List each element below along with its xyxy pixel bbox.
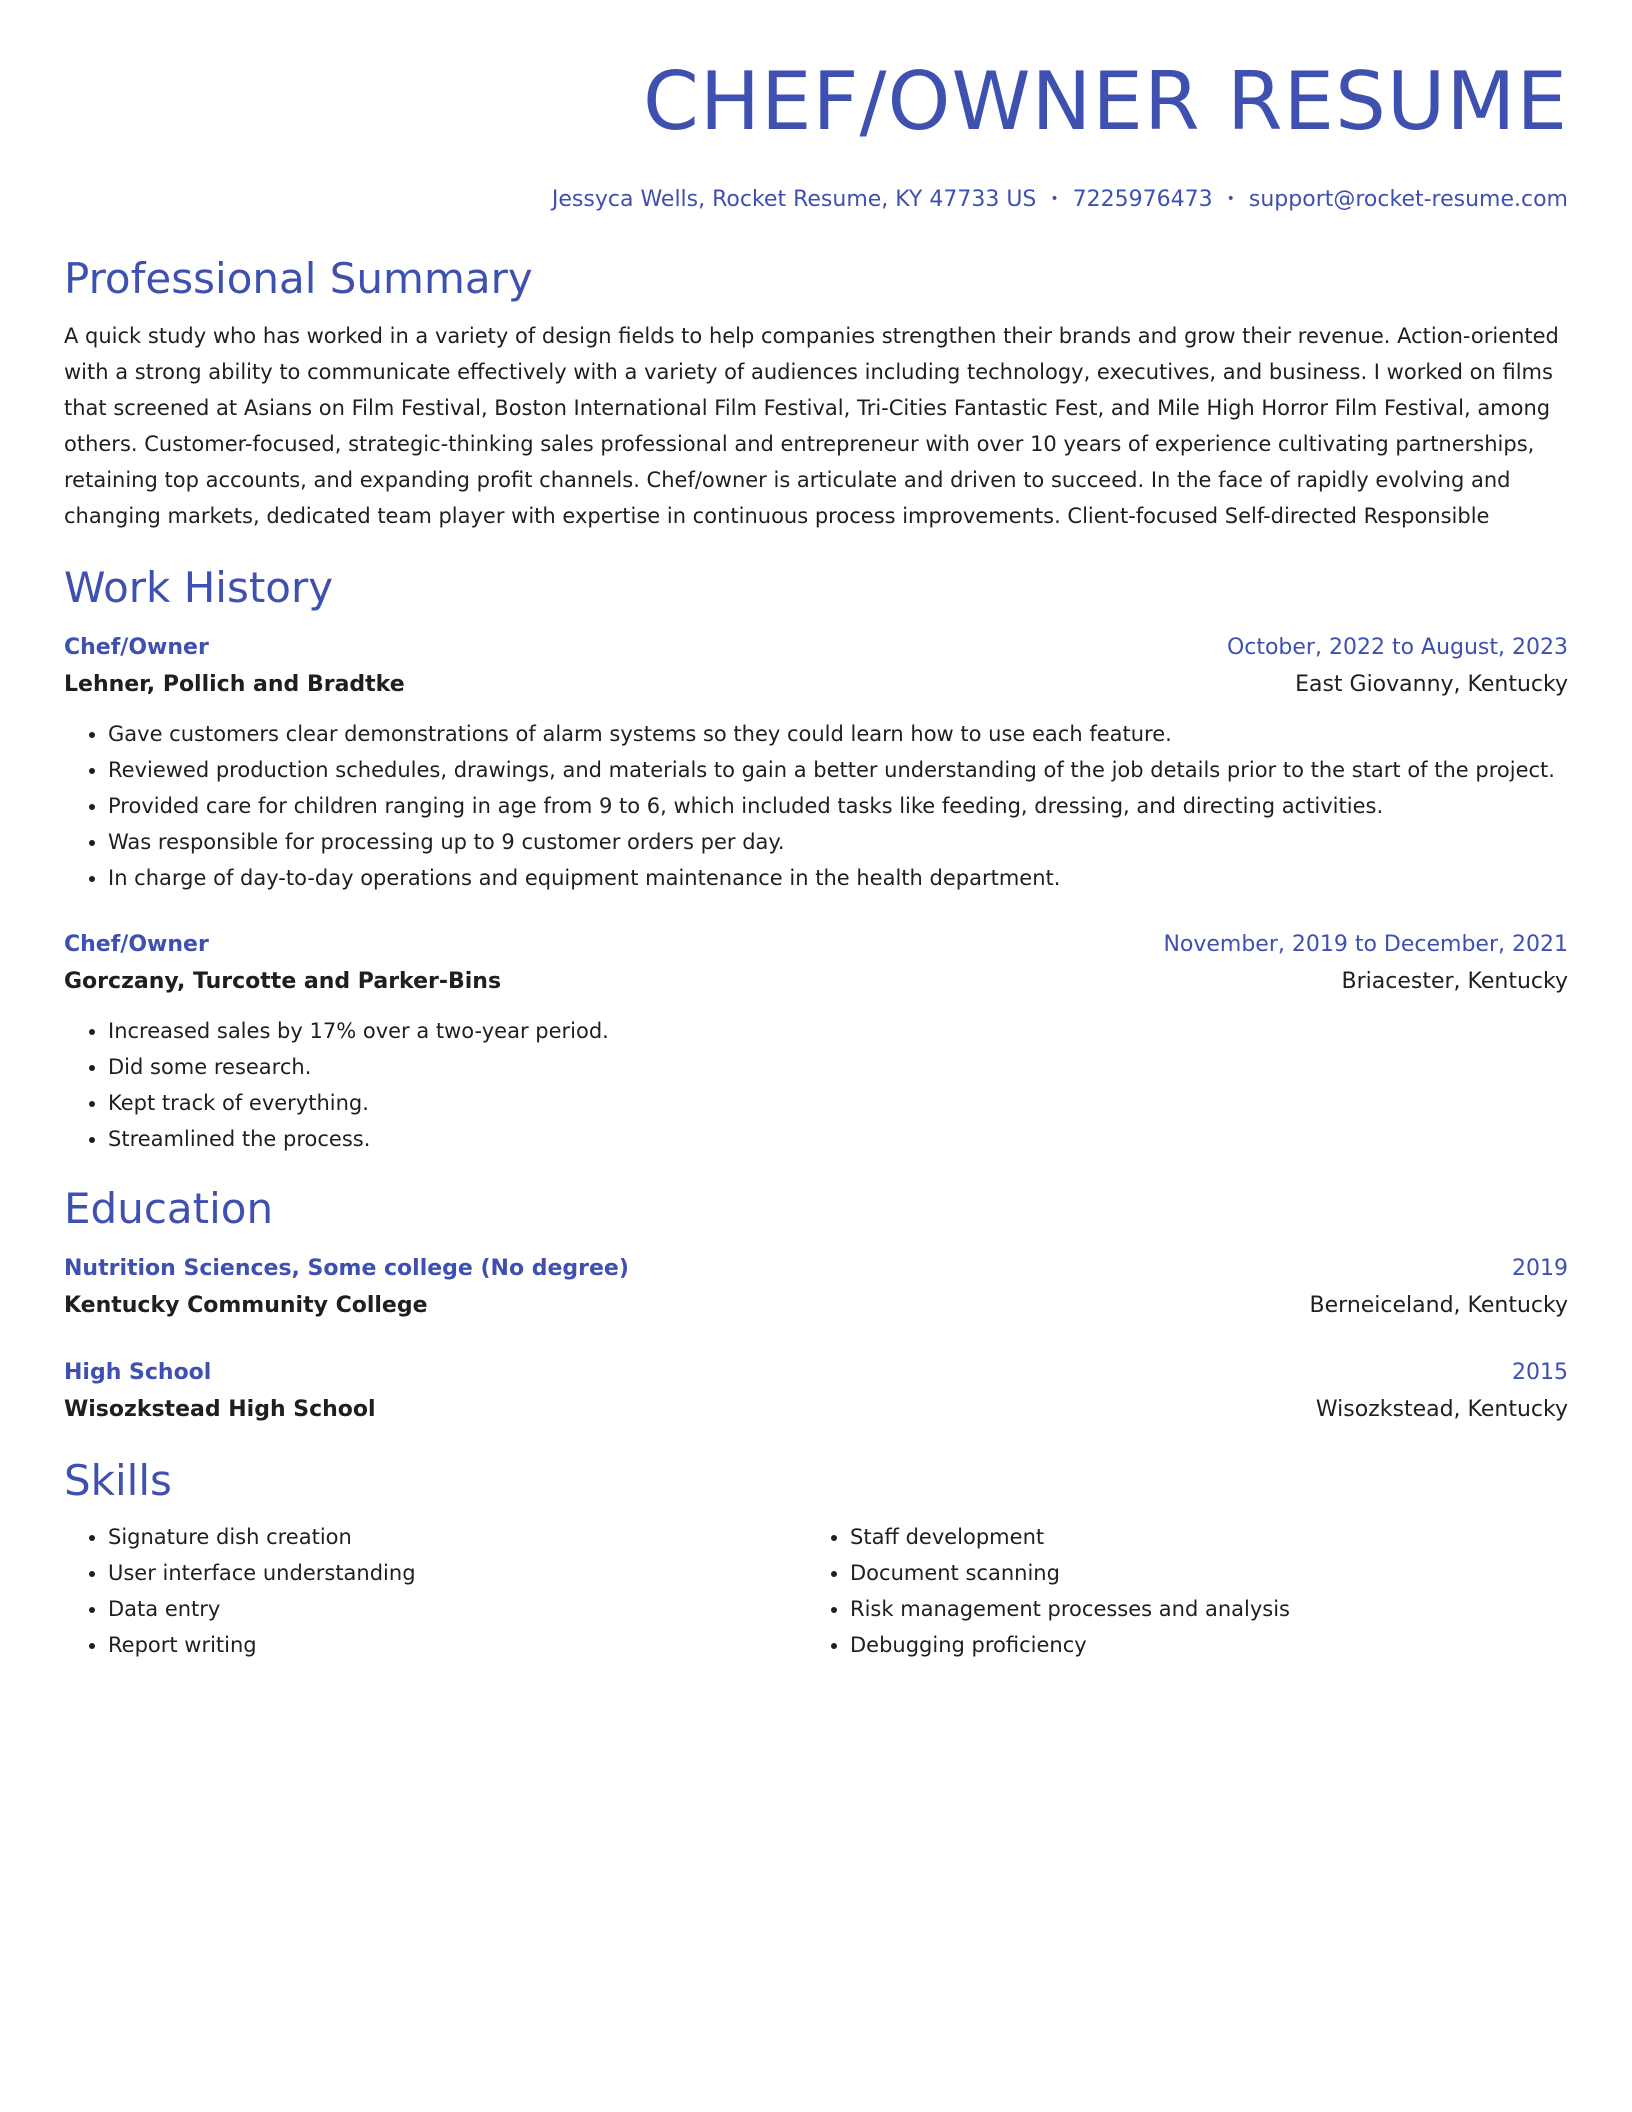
skill-item: • User interface understanding	[108, 1555, 806, 1591]
education-section	[64, 1183, 1568, 1429]
job-location: Briacester, Kentucky	[1341, 969, 1568, 994]
job-company-row	[64, 963, 1568, 1001]
job-bullet: • Streamlined the process.	[108, 1121, 1568, 1157]
job-bullets	[64, 716, 1568, 896]
skill-item: • Data entry	[108, 1591, 806, 1627]
summary-paragraph: A quick study who has worked in a variety of design fields to help companies strengthen their brands and grow their revenue. Action-oriented with a strong ability to communicate effectively with a variety of audiences including technology, executives, and business. I worked on films that screened at Asians on Film Festival, Boston International Film Festival, Tri-Cities Fantastic Fest, and Mile High Horror Film Festival, among others. Customer-focused, strategic-thinking sales professional and entrepreneur with over 10 years of experience cultivating partnerships, retaining top accounts, and expanding profit channels. Chef/owner is articulate and driven to succeed. In the face of rapidly evolving and changing markets, dedicated team player with expertise in continuous process improvements. Client-focused Self-directed Responsible	[64, 324, 1559, 528]
education-degree-row	[64, 1355, 1568, 1391]
job-title-row	[64, 630, 1568, 666]
job-company: Lehner, Pollich and Bradtke	[64, 672, 405, 697]
job-bullet: • Gave customers clear demonstrations of alarm systems so they could learn how to use each feature.	[108, 716, 1568, 752]
section-heading: Work History	[64, 563, 334, 612]
job-dates: November, 2019 to December, 2021	[1163, 932, 1568, 957]
education-degree: Nutrition Sciences, Some college (No degree)	[64, 1256, 629, 1281]
job-bullet: • Reviewed production schedules, drawings, and materials to gain a better understanding of the job details prior to the start of the project.	[108, 752, 1568, 788]
skills-column-left	[64, 1519, 806, 1663]
skills-columns	[64, 1519, 1568, 1663]
contact-address: Jessyca Wells, Rocket Resume, KY 47733 US	[551, 187, 1037, 212]
education-degree-row	[64, 1251, 1568, 1287]
contact-phone: 7225976473	[1072, 187, 1213, 212]
job-title-row	[64, 927, 1568, 963]
job-company-row	[64, 666, 1568, 704]
education-location: Wisozkstead, Kentucky	[1315, 1397, 1568, 1422]
skills-section	[64, 1455, 1568, 1663]
contact-email: support@rocket-resume.com	[1248, 187, 1568, 212]
education-degree: High School	[64, 1360, 212, 1385]
skill-item: • Debugging proficiency	[850, 1627, 1548, 1663]
skills-list	[64, 1519, 806, 1663]
job-role: Chef/Owner	[64, 932, 209, 957]
job-entry	[64, 927, 1568, 1157]
skills-list	[806, 1519, 1548, 1663]
job-bullet: • Kept track of everything.	[108, 1085, 1568, 1121]
section-heading: Professional Summary	[64, 254, 533, 303]
education-entry	[64, 1355, 1568, 1429]
contact-line	[64, 182, 1568, 217]
job-bullet: • In charge of day-to-day operations and equipment maintenance in the health department.	[108, 860, 1568, 896]
job-entry	[64, 630, 1568, 896]
job-location: East Giovanny, Kentucky	[1295, 672, 1568, 697]
section-heading: Skills	[64, 1456, 172, 1505]
contact-separator: •	[1050, 191, 1059, 207]
work-history-section	[64, 562, 1568, 1157]
education-school-row	[64, 1287, 1568, 1325]
skill-item: • Risk management processes and analysis	[850, 1591, 1548, 1627]
education-location: Berneiceland, Kentucky	[1309, 1293, 1568, 1318]
skill-item: • Report writing	[108, 1627, 806, 1663]
job-dates: October, 2022 to August, 2023	[1226, 635, 1568, 660]
job-bullets	[64, 1013, 1568, 1157]
skills-column-right	[806, 1519, 1548, 1663]
education-entry	[64, 1251, 1568, 1325]
job-role: Chef/Owner	[64, 635, 209, 660]
job-bullet: • Did some research.	[108, 1049, 1568, 1085]
skill-item: • Document scanning	[850, 1555, 1548, 1591]
education-school: Kentucky Community College	[64, 1293, 428, 1318]
job-bullet: • Increased sales by 17% over a two-year period.	[108, 1013, 1568, 1049]
education-year: 2019	[1512, 1256, 1568, 1281]
education-school-row	[64, 1391, 1568, 1429]
job-bullet: • Provided care for children ranging in age from 9 to 6, which included tasks like feeding, dressing, and directing activities.	[108, 788, 1568, 824]
professional-summary-section	[64, 253, 1568, 534]
job-bullet: • Was responsible for processing up to 9 customer orders per day.	[108, 824, 1568, 860]
job-company: Gorczany, Turcotte and Parker-Bins	[64, 969, 502, 994]
resume-page	[64, 0, 1568, 2112]
resume-header	[64, 0, 1568, 217]
skill-item: • Staff development	[850, 1519, 1548, 1555]
education-school: Wisozkstead High School	[64, 1397, 376, 1422]
skill-item: • Signature dish creation	[108, 1519, 806, 1555]
education-year: 2015	[1512, 1360, 1568, 1385]
contact-separator: •	[1226, 191, 1235, 207]
resume-title: CHEF/OWNER RESUME	[642, 55, 1568, 148]
section-heading: Education	[64, 1184, 274, 1233]
